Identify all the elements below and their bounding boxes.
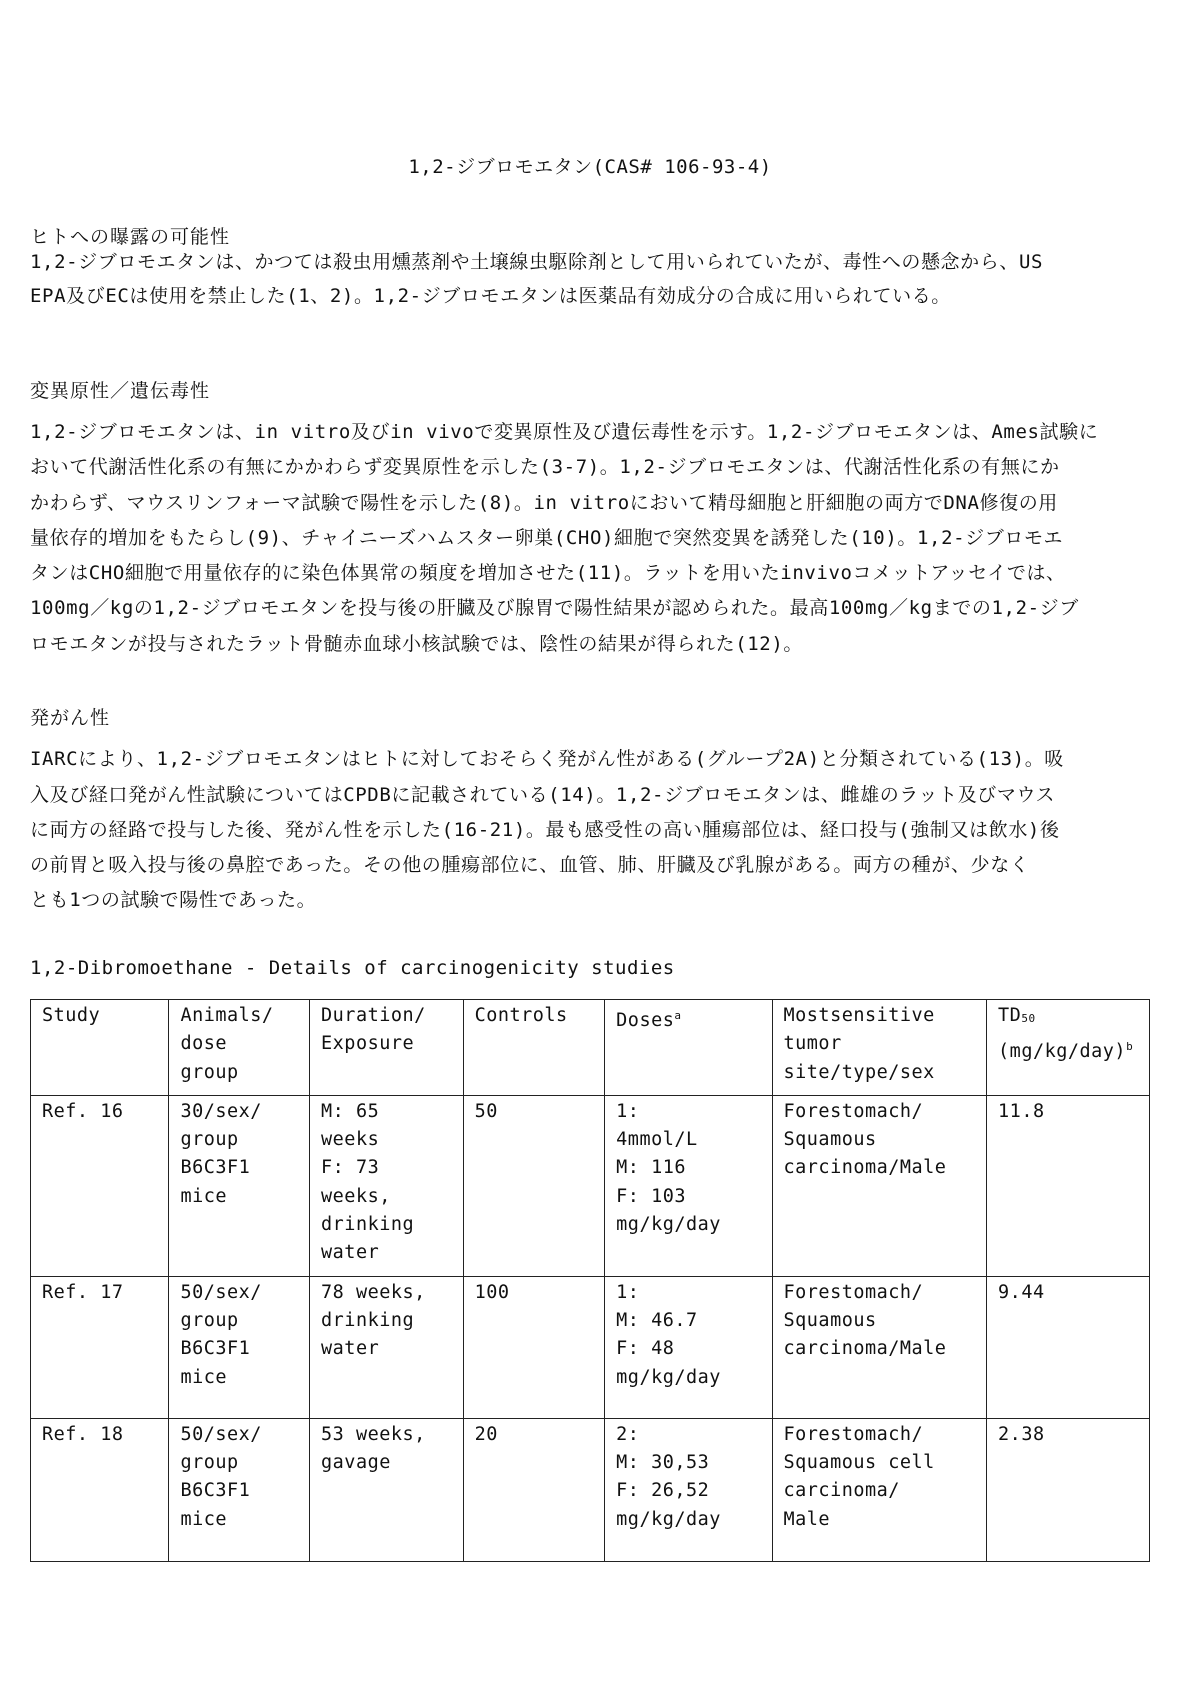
cell-text-line: 2: <box>616 1423 640 1445</box>
cell-doses <box>605 1095 772 1276</box>
cell-text-line: group <box>180 1309 239 1331</box>
paragraph-line: タンはCHO細胞で用量依存的に染色体異常の頻度を増加させた(11)。ラットを用いたinvivoコメットアッセイでは、 <box>30 562 1066 584</box>
cell-text-line: B6C3F1 <box>180 1480 251 1502</box>
table-caption: 1,2-Dibromoethane - Details of carcinogenicity studies <box>30 957 675 979</box>
cell-tumor <box>772 1418 987 1561</box>
table-row <box>31 1276 1150 1418</box>
section-heading-carcinogenicity: 発がん性 <box>30 707 111 729</box>
paragraph-line: 100mg／kgの1,2-ジブロモエタンを投与後の肝臓及び腺胃で陽性結果が認められた。最高100mg／kgまでの1,2-ジブ <box>30 597 1079 619</box>
header-td50-subscript: 50 <box>1021 1012 1036 1025</box>
cell-text-line: carcinoma/Male <box>783 1338 947 1360</box>
cell-animals <box>169 1418 310 1561</box>
cell-text-line: Squamous <box>783 1129 877 1151</box>
header-tumor <box>772 1000 987 1096</box>
cell-text-line: B6C3F1 <box>180 1338 251 1360</box>
cell-text-line: 20 <box>474 1423 498 1445</box>
header-study <box>31 1000 169 1096</box>
cell-animals <box>169 1276 310 1418</box>
cell-text-line: 11.8 <box>998 1100 1045 1122</box>
section-heading-exposure: ヒトへの曝露の可能性 <box>30 226 231 248</box>
paragraph-line: とも1つの試験で陽性であった。 <box>30 889 317 911</box>
cell-text-line: Squamous <box>783 1309 877 1331</box>
cell-text-line: M: 30,53 <box>616 1451 710 1473</box>
carcinogenicity-table <box>30 999 1150 1562</box>
cell-text-line: mg/kg/day <box>616 1508 721 1530</box>
footnote-a-marker: a <box>674 1009 682 1022</box>
cell-text-line: group <box>180 1451 239 1473</box>
section-heading-mutagenicity: 変異原性／遺伝毒性 <box>30 380 211 402</box>
cell-text-line: carcinoma/Male <box>783 1157 947 1179</box>
cell-doses <box>605 1276 772 1418</box>
cell-text-line: mg/kg/day <box>616 1366 721 1388</box>
paragraph-line: 1,2-ジブロモエタンは、かつては殺虫用燻蒸剤や土壌線虫駆除剤として用いられていたが、毒性への懸念から、US <box>30 251 1044 273</box>
paragraph-line: おいて代謝活性化系の有無にかかわらず変異原性を示した(3-7)。1,2-ジブロモエタンは、代謝活性化系の有無にか <box>30 456 1060 478</box>
header-controls <box>463 1000 605 1096</box>
cell-text-line: Squamous cell <box>783 1451 935 1473</box>
cell-duration <box>310 1276 464 1418</box>
cell-study <box>31 1276 169 1418</box>
cell-text-line: Study <box>42 1005 101 1026</box>
cell-text-line: dose <box>180 1033 227 1055</box>
paragraph-line: IARCにより、1,2-ジブロモエタンはヒトに対しておそらく発がん性がある(グループ2A)と分類されている(13)。吸 <box>30 748 1064 770</box>
cell-text-line: mice <box>180 1185 227 1207</box>
paragraph-line: 入及び経口発がん性試験についてはCPDBに記載されている(14)。1,2-ジブロモエタンは、雌雄のラット及びマウス <box>30 784 1056 806</box>
cell-text-line: Animals/ <box>180 1005 274 1026</box>
cell-text-line: 50 <box>474 1100 498 1122</box>
paragraph-line: ロモエタンが投与されたラット骨髄赤血球小核試験では、陰性の結果が得られた(12)。 <box>30 633 803 655</box>
cell-text-line: Duration/ <box>321 1005 426 1026</box>
cell-text-line: mice <box>180 1366 227 1388</box>
footnote-b-marker: b <box>1126 1040 1134 1054</box>
cell-text-line: F: 103 <box>616 1185 686 1207</box>
cell-text-line: 78 weeks, <box>321 1281 426 1303</box>
cell-text-line: F: 26,52 <box>616 1480 710 1502</box>
cell-text-line: Forestomach/ <box>783 1281 924 1303</box>
header-td50-label: TD <box>998 1005 1022 1026</box>
cell-text-line: 53 weeks, <box>321 1423 426 1445</box>
cell-text-line: Exposure <box>321 1033 415 1055</box>
cell-tumor <box>772 1095 987 1276</box>
cell-text-line: gavage <box>321 1451 391 1473</box>
cell-text-line: Forestomach/ <box>783 1100 924 1122</box>
cell-text-line: M: 65 <box>321 1100 380 1122</box>
header-doses <box>605 1000 772 1096</box>
cell-text-line: 50/sex/ <box>180 1423 262 1445</box>
cell-animals <box>169 1095 310 1276</box>
table-row <box>31 1418 1150 1561</box>
paragraph-line: 量依存的増加をもたらし(9)、チャイニーズハムスター卵巣(CHO)細胞で突然変異を誘発した(10)。1,2-ジブロモエ <box>30 527 1064 549</box>
header-duration <box>310 1000 464 1096</box>
header-doses-label: Doses <box>616 1010 675 1031</box>
header-td50-unit: (mg/kg/day) <box>998 1041 1127 1063</box>
cell-text-line: weeks, <box>321 1185 391 1207</box>
header-animals <box>169 1000 310 1096</box>
cell-text-line: 9.44 <box>998 1281 1045 1303</box>
cell-text-line: 2.38 <box>998 1423 1045 1445</box>
cell-text-line: 1: <box>616 1281 640 1303</box>
cell-text-line: Ref. 17 <box>42 1281 124 1303</box>
table-header-row <box>31 1000 1150 1096</box>
cell-doses <box>605 1418 772 1561</box>
table-row <box>31 1095 1150 1276</box>
cell-text-line: Ref. 16 <box>42 1100 124 1122</box>
cell-text-line: M: 116 <box>616 1157 686 1179</box>
cell-controls <box>463 1095 605 1276</box>
cell-text-line: Controls <box>474 1005 568 1026</box>
cell-text-line: F: 73 <box>321 1157 380 1179</box>
document-title: 1,2-ジブロモエタン(CAS# 106-93-4) <box>408 156 772 178</box>
paragraph-line: の前胃と吸入投与後の鼻腔であった。その他の腫瘍部位に、血管、肺、肝臓及び乳腺がある。両方の種が、少なく <box>30 854 1030 876</box>
cell-text-line: 50/sex/ <box>180 1281 262 1303</box>
cell-text-line: weeks <box>321 1129 380 1151</box>
cell-text-line: water <box>321 1338 380 1360</box>
cell-controls <box>463 1418 605 1561</box>
cell-text-line: Forestomach/ <box>783 1423 924 1445</box>
paragraph-line: かわらず、マウスリンフォーマ試験で陽性を示した(8)。in vitroにおいて精母細胞と肝細胞の両方でDNA修復の用 <box>30 492 1058 514</box>
cell-text-line: 4mmol/L <box>616 1129 698 1151</box>
cell-text-line: drinking <box>321 1214 415 1236</box>
cell-duration <box>310 1095 464 1276</box>
cell-text-line: Ref. 18 <box>42 1423 124 1445</box>
cell-text-line: tumor <box>783 1033 842 1055</box>
cell-td50 <box>987 1095 1150 1276</box>
cell-text-line: water <box>321 1242 380 1264</box>
cell-text-line: M: 46.7 <box>616 1309 698 1331</box>
cell-study <box>31 1095 169 1276</box>
cell-text-line: group <box>180 1061 239 1083</box>
cell-duration <box>310 1418 464 1561</box>
cell-text-line: group <box>180 1129 239 1151</box>
paragraph-line: EPA及びECは使用を禁止した(1、2)。1,2-ジブロモエタンは医薬品有効成分の合成に用いられている。 <box>30 285 951 307</box>
cell-text-line: F: 48 <box>616 1338 675 1360</box>
cell-text-line: carcinoma/ <box>783 1480 900 1502</box>
cell-text-line: drinking <box>321 1309 415 1331</box>
paragraph-line: 1,2-ジブロモエタンは、in vitro及びin vivoで変異原性及び遺伝毒性を示す。1,2-ジブロモエタンは、Ames試験に <box>30 421 1099 443</box>
header-td50 <box>987 1000 1150 1096</box>
cell-text-line: B6C3F1 <box>180 1157 251 1179</box>
cell-text-line: site/type/sex <box>783 1061 935 1083</box>
cell-tumor <box>772 1276 987 1418</box>
cell-controls <box>463 1276 605 1418</box>
cell-text-line: mg/kg/day <box>616 1214 721 1236</box>
cell-text-line: 100 <box>474 1281 510 1303</box>
cell-text-line: 30/sex/ <box>180 1100 262 1122</box>
cell-td50 <box>987 1276 1150 1418</box>
cell-text-line: mice <box>180 1508 227 1530</box>
paragraph-line: に両方の経路で投与した後、発がん性を示した(16-21)。最も感受性の高い腫瘍部位は、経口投与(強制又は飲水)後 <box>30 819 1060 841</box>
cell-text-line: 1: <box>616 1100 640 1122</box>
cell-text-line: Male <box>783 1508 831 1530</box>
cell-study <box>31 1418 169 1561</box>
cell-text-line: Mostsensitive <box>783 1005 935 1026</box>
cell-td50 <box>987 1418 1150 1561</box>
